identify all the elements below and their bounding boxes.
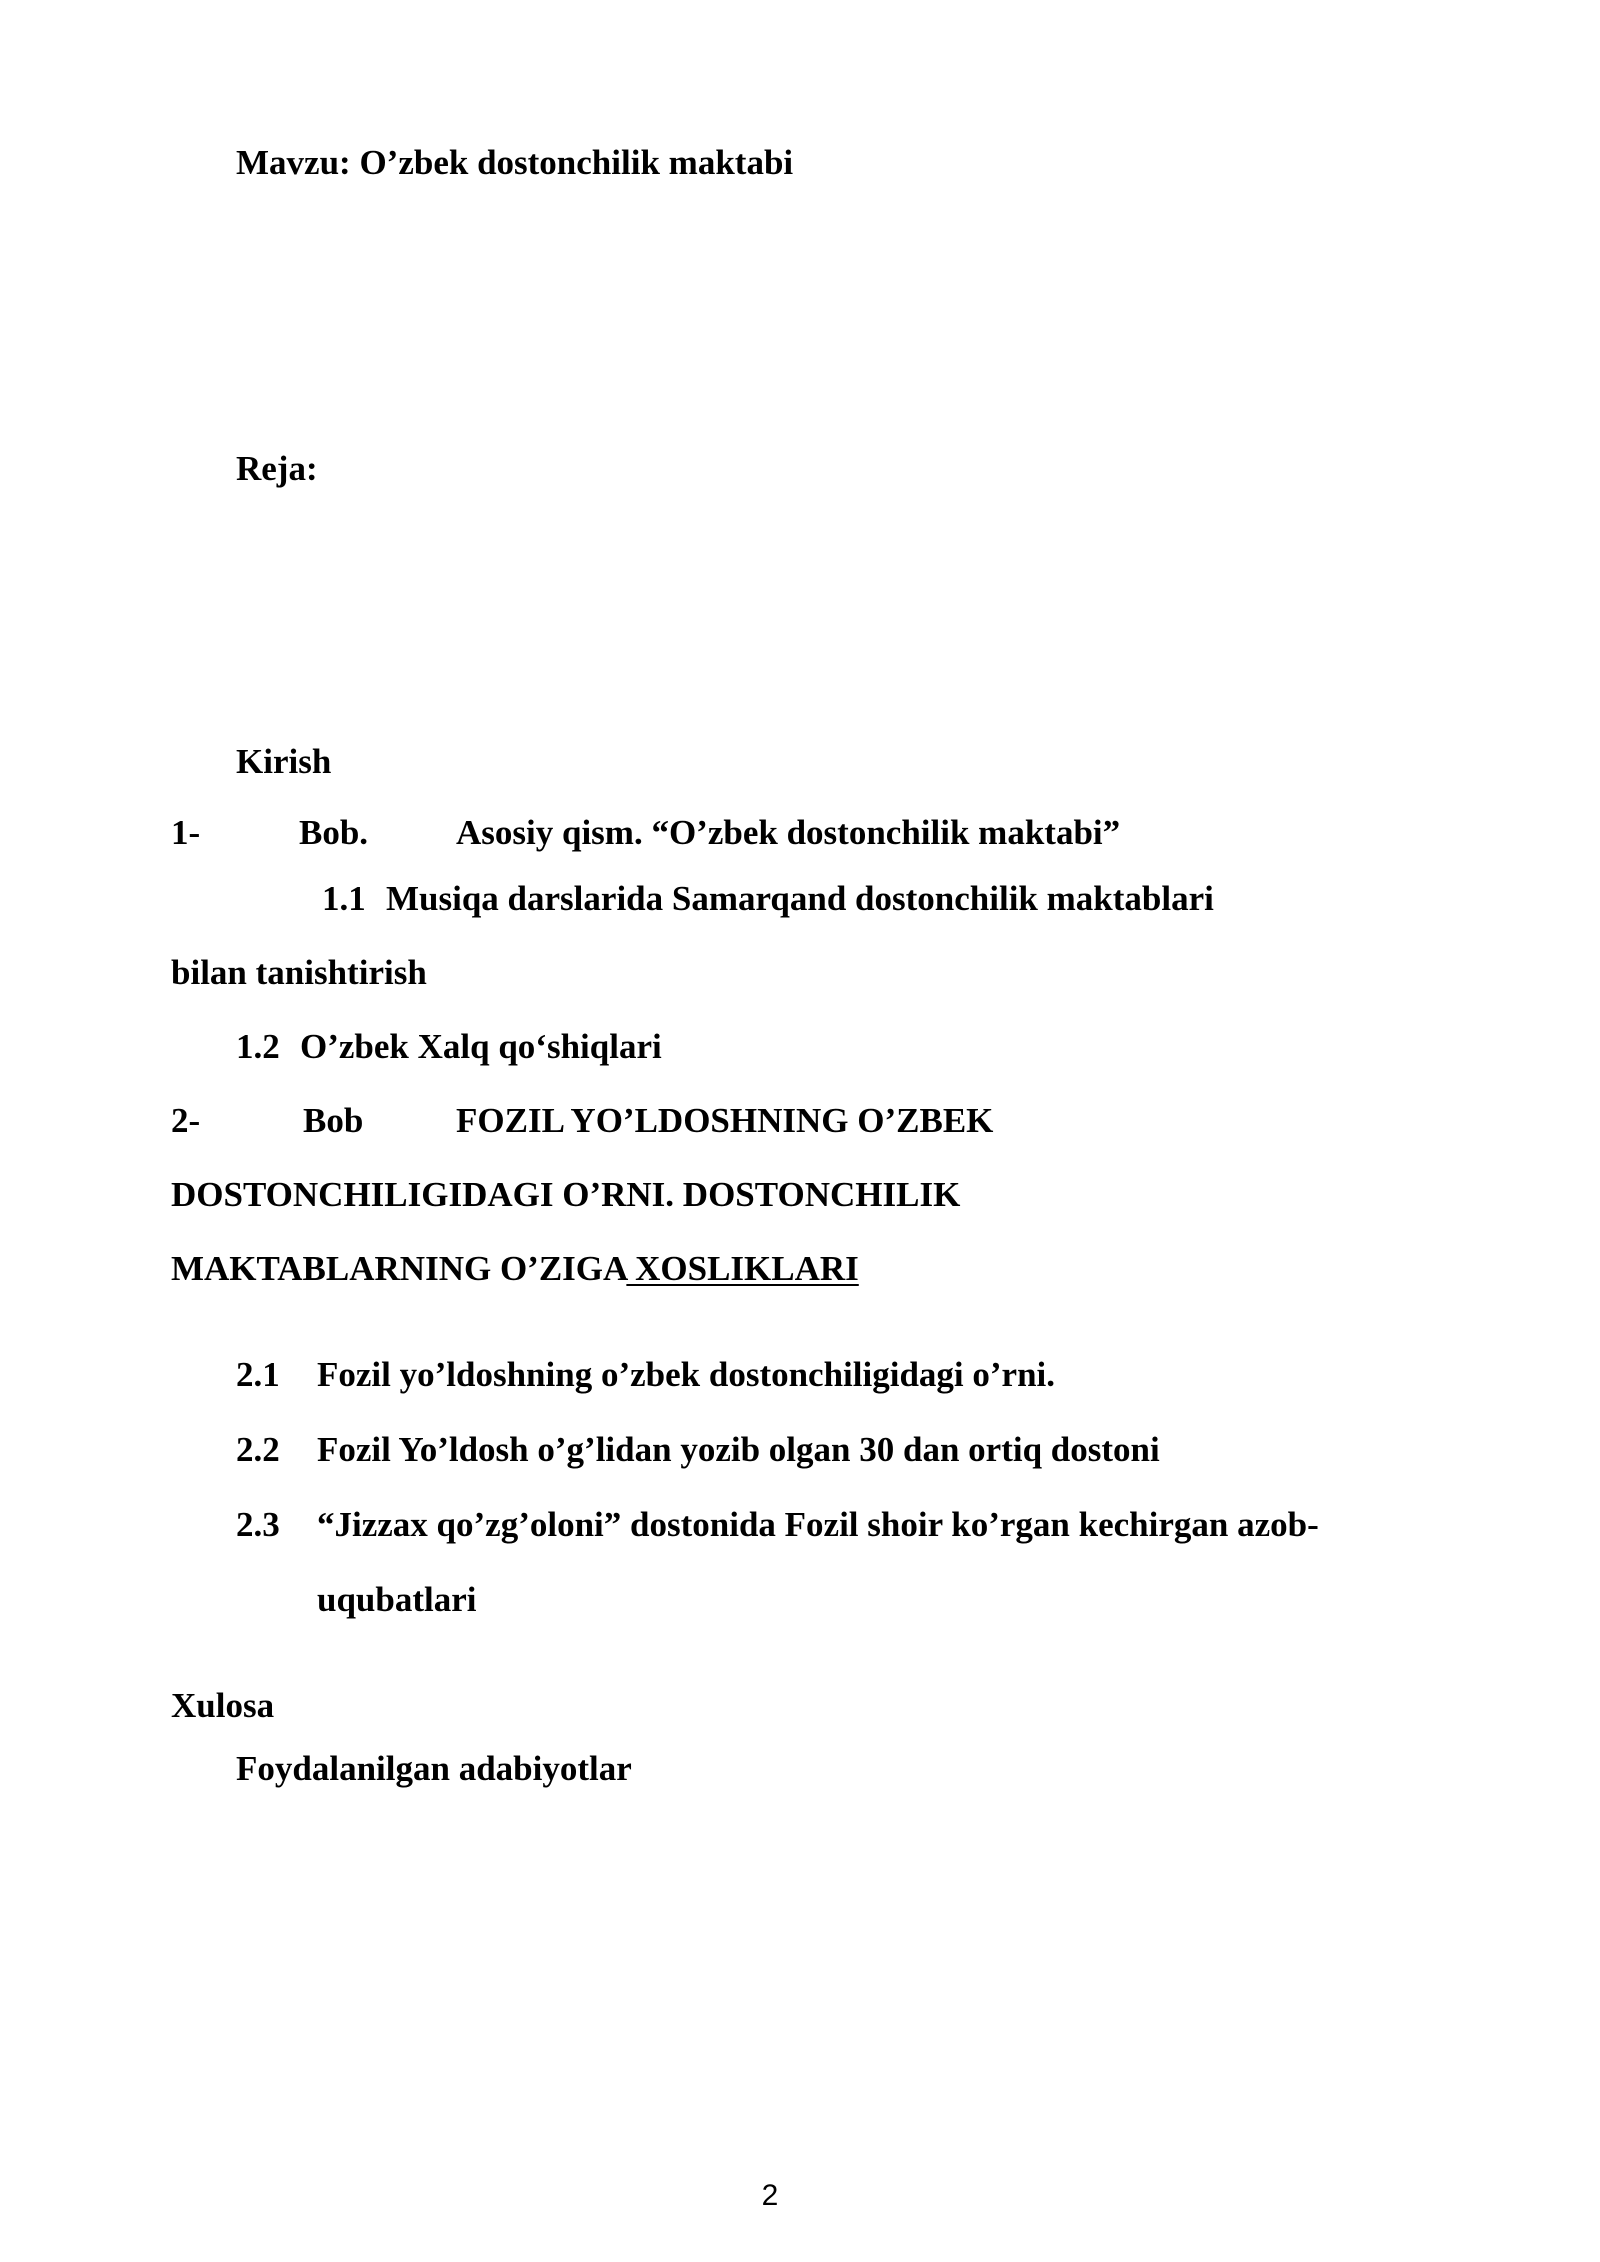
section-2-2-title: Fozil Yo’ldosh o’g’lidan yozib olgan 30 dan ortiq dostoni (317, 1430, 1160, 1469)
chapter2-title-line3-part1: MAKTABLARNING O’ZIGA (171, 1249, 627, 1288)
chapter1-word: Bob. (299, 813, 369, 852)
section-2-3-title-line1: “Jizzax qo’zg’oloni” dostonida Fozil shoir ko’rgan kechirgan azob- (317, 1505, 1319, 1544)
chapter2-title-line3-underlined: XOSLIKLARI (626, 1249, 859, 1288)
chapter2-number: 2- (171, 1101, 201, 1140)
topic-heading: Mavzu: O’zbek dostonchilik maktabi (236, 143, 794, 182)
references-item: Foydalanilgan adabiyotlar (236, 1749, 632, 1788)
section-1-2-number: 1.2 (236, 1027, 280, 1066)
section-2-1-number: 2.1 (236, 1355, 280, 1394)
chapter2-title-line2: DOSTONCHILIGIDAGI O’RNI. DOSTONCHILIK (171, 1175, 961, 1214)
chapter2-title-line1: FOZIL YO’LDOSHNING O’ZBEK (456, 1101, 994, 1140)
section-1-1-title-line1: Musiqa darslarida Samarqand dostonchilik maktablari (386, 879, 1214, 918)
plan-heading: Reja: (236, 449, 318, 488)
section-2-3-number: 2.3 (236, 1505, 280, 1544)
section-1-2-title: O’zbek Xalq qo‘shiqlari (300, 1027, 662, 1066)
section-1-1-number: 1.1 (322, 879, 366, 918)
chapter1-title: Asosiy qism. “O’zbek dostonchilik maktabi” (456, 813, 1121, 852)
page-number: 2 (761, 2179, 779, 2212)
section-1-1-title-line2: bilan tanishtirish (171, 953, 427, 992)
section-2-2-number: 2.2 (236, 1430, 280, 1469)
intro-item: Kirish (236, 742, 332, 781)
conclusion-item: Xulosa (171, 1686, 275, 1725)
chapter2-title-line3 (171, 1247, 859, 1291)
section-2-1-title: Fozil yo’ldoshning o’zbek dostonchiligidagi o’rni. (317, 1355, 1056, 1394)
chapter1-number: 1- (171, 813, 201, 852)
chapter2-word: Bob (303, 1101, 364, 1140)
section-2-3-title-line2: uqubatlari (317, 1580, 477, 1619)
